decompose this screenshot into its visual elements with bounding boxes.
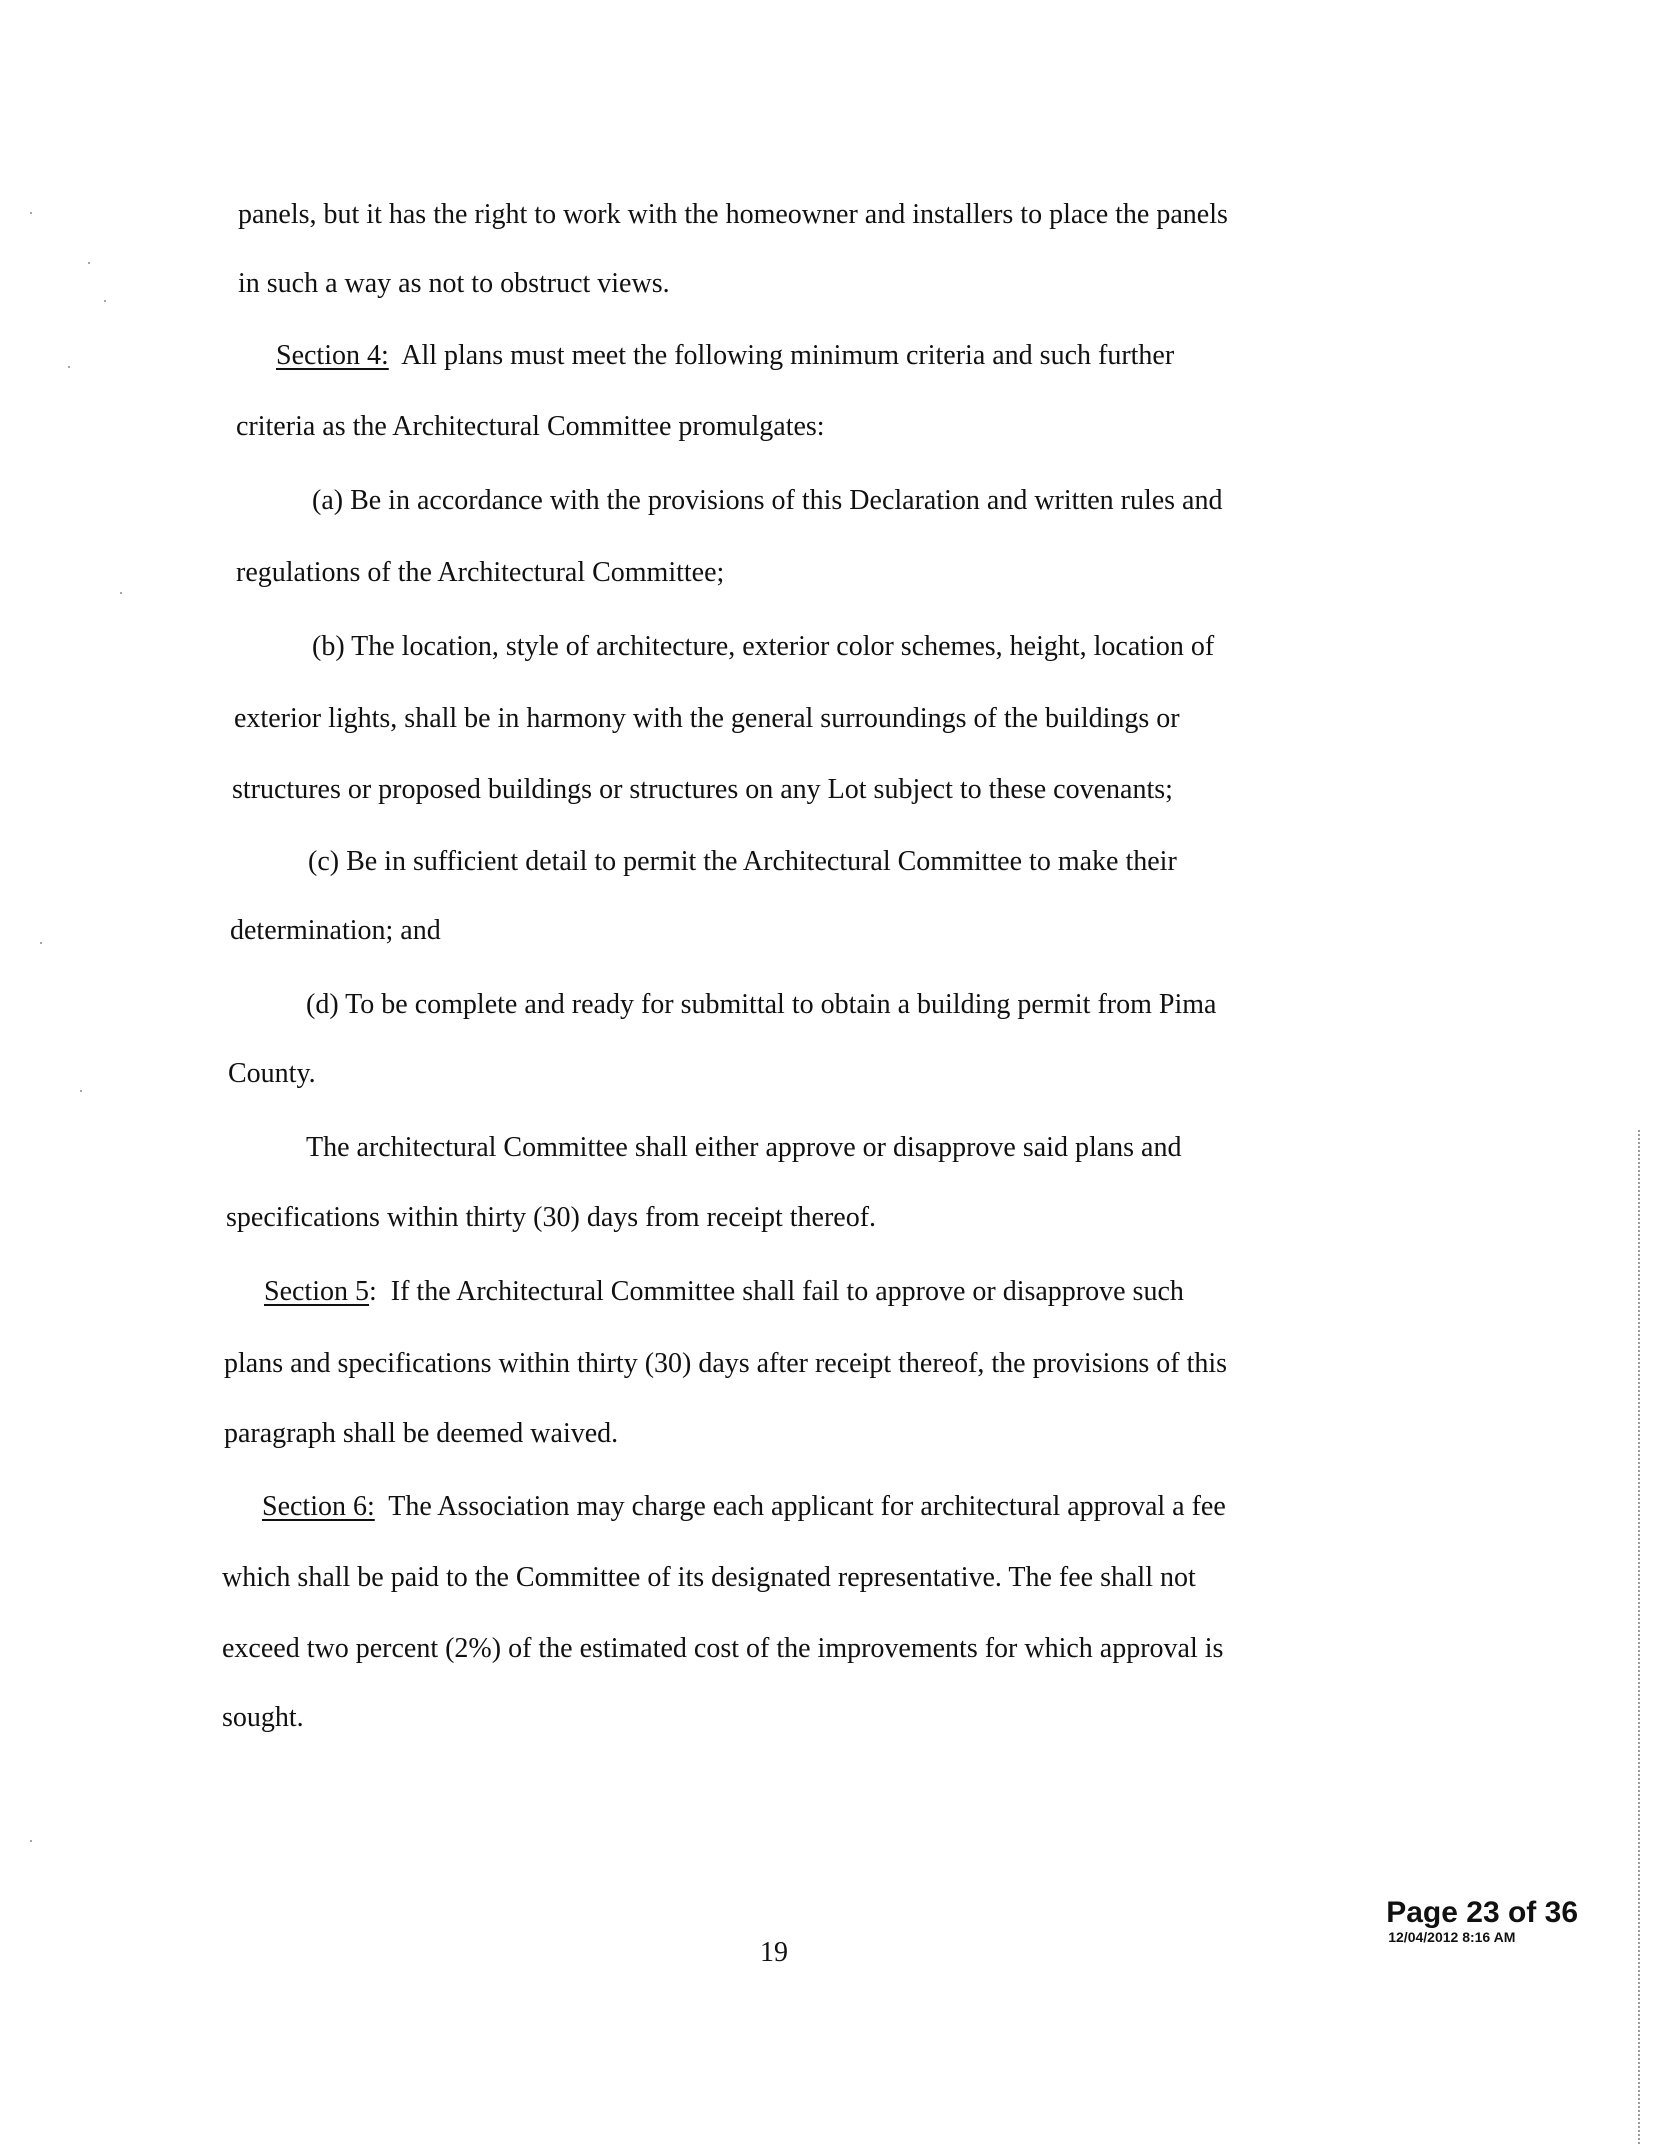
- section-6-text: The Association may charge each applicant for architectural approval a fee: [388, 1491, 1226, 1522]
- item-a-line-2: regulations of the Architectural Committee;: [236, 557, 725, 588]
- scan-edge-line: [1638, 1130, 1642, 2144]
- scan-speck: [40, 942, 42, 944]
- section-4-line: [276, 339, 1174, 373]
- item-c-line-1: (c) Be in sufficient detail to permit the Architectural Committee to make their: [308, 846, 1177, 877]
- item-c-line-2: determination; and: [230, 915, 441, 946]
- section-5-heading: Section 5: [264, 1276, 369, 1307]
- scan-speck: [120, 592, 122, 594]
- section-6-line-2: which shall be paid to the Committee of its designated representative. The fee shall not: [222, 1562, 1196, 1593]
- item-a-line-1: (a) Be in accordance with the provisions of this Declaration and written rules and: [312, 485, 1223, 516]
- section-6-heading: Section 6:: [262, 1491, 375, 1522]
- approval-line-1: The architectural Committee shall either approve or disapprove said plans and: [306, 1132, 1182, 1163]
- scan-speck: [30, 1840, 32, 1842]
- item-b-line-1: (b) The location, style of architecture, exterior color schemes, height, location of: [312, 631, 1215, 662]
- item-b-line-2: exterior lights, shall be in harmony with the general surroundings of the buildings or: [234, 703, 1180, 734]
- section-5-text: If the Architectural Committee shall fail to approve or disapprove such: [390, 1276, 1184, 1307]
- recording-datetime: 12/04/2012 8:16 AM: [1388, 1929, 1516, 1945]
- scan-speck: [68, 366, 70, 368]
- body-line-1: panels, but it has the right to work with the homeowner and installers to place the panels: [238, 199, 1228, 230]
- item-b-line-3: structures or proposed buildings or structures on any Lot subject to these covenants;: [232, 774, 1173, 805]
- section-6-line-3: exceed two percent (2%) of the estimated cost of the improvements for which approval is: [222, 1633, 1224, 1664]
- section-6-line-4: sought.: [222, 1702, 304, 1733]
- section-4-text: All plans must meet the following minimum criteria and such further: [401, 340, 1175, 371]
- scan-speck: [30, 212, 32, 214]
- scan-speck: [80, 1090, 82, 1092]
- item-d-line-1: (d) To be complete and ready for submittal to obtain a building permit from Pima: [306, 989, 1217, 1020]
- section-4-heading: Section 4:: [276, 340, 389, 371]
- approval-line-2: specifications within thirty (30) days from receipt thereof.: [226, 1202, 877, 1233]
- section-5-line: [264, 1275, 1184, 1309]
- recording-stamp: [1386, 1897, 1578, 1945]
- section-6-line: [262, 1490, 1226, 1524]
- scan-speck: [88, 262, 90, 264]
- recording-page-label: Page 23 of 36: [1386, 1896, 1578, 1929]
- page-number: 19: [760, 1937, 788, 1968]
- body-line-2: in such a way as not to obstruct views.: [238, 268, 670, 299]
- section-5-line-3: paragraph shall be deemed waived.: [224, 1418, 619, 1449]
- section-5-colon: :: [369, 1276, 377, 1307]
- item-d-line-2: County.: [228, 1058, 316, 1089]
- body-line-3: criteria as the Architectural Committee promulgates:: [236, 411, 825, 442]
- scan-speck: [104, 300, 106, 302]
- section-5-line-2: plans and specifications within thirty (30) days after receipt thereof, the provisions of this: [224, 1348, 1228, 1379]
